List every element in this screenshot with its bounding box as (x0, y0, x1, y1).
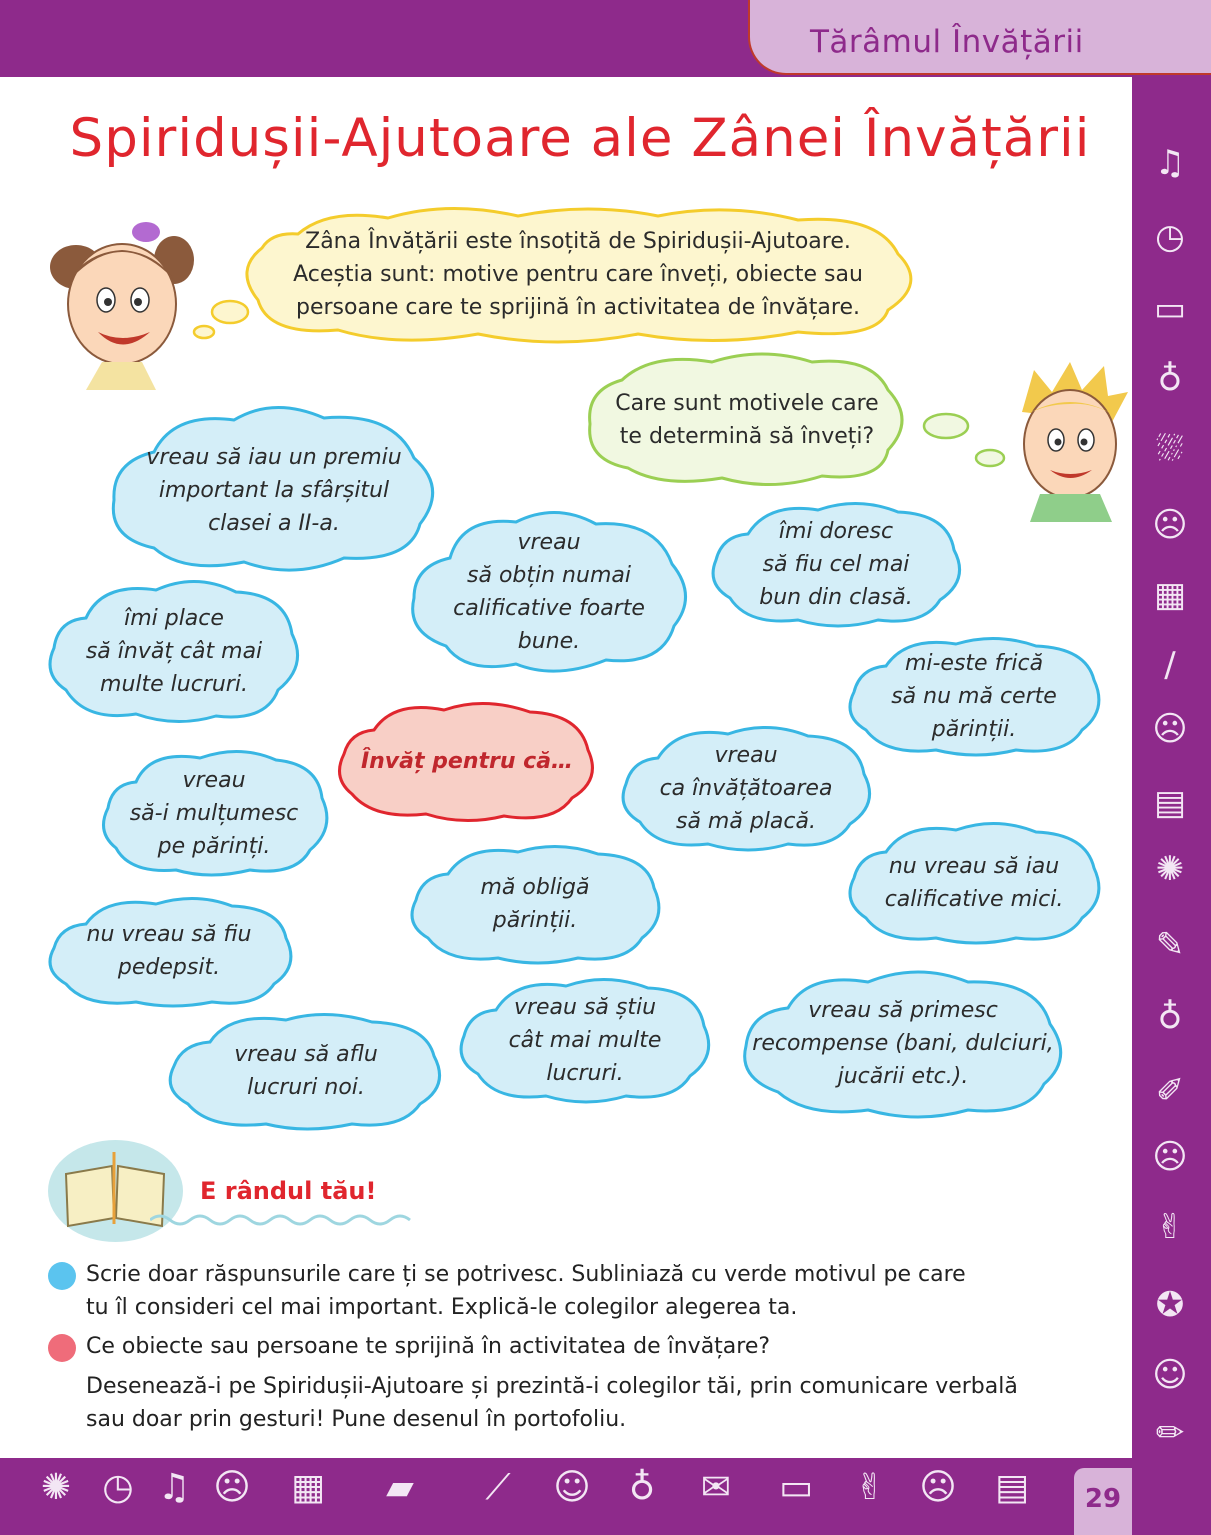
question-thought-bubble (582, 350, 912, 490)
medal-icon: ✪ (1155, 1285, 1185, 1325)
boy-illustration (1012, 362, 1130, 522)
clock-icon: ◷ (102, 1467, 134, 1508)
task-2-bullet (48, 1334, 76, 1362)
motive-cloud-low-marks (846, 820, 1102, 946)
motive-2-line-4: bune. (517, 629, 581, 654)
motive-cloud-thank-parents (100, 748, 328, 878)
motive-8-line-1: mă obligă (480, 875, 590, 900)
motive-3-line-2: să fiu cel mai (762, 551, 910, 577)
motive-2-line-1: vreau (517, 530, 581, 555)
motive-cloud-rewards (738, 968, 1068, 1118)
motive-3-line-1: îmi doresc (778, 518, 894, 544)
page-number: 29 (1084, 1484, 1122, 1514)
girl-illustration (46, 212, 196, 392)
notebook-icon: ▤ (994, 1467, 1029, 1508)
shower-icon: ⛆ (1156, 429, 1184, 469)
task-1-line-2: tu îl consideri cel mai important. Explică-le colegilor alegerea ta. (86, 1295, 798, 1320)
motive-1-line-3: clasei a II-a. (208, 510, 340, 536)
motive-5-line-3: părinții. (931, 716, 1017, 742)
page-title: Spiridușii-Ajutoare ale Zânei Învățării (69, 108, 1091, 169)
motive-13-line-2: lucruri noi. (247, 1075, 365, 1100)
motive-5-line-1: mi-este frică (904, 650, 1044, 676)
motive-9-line-2: calificative mici. (884, 887, 1064, 912)
notebook-icon: ▤ (1153, 783, 1187, 823)
question-line-1: Care sunt motivele care (615, 391, 879, 416)
intro-line-3: persoane care te sprijină în activitatea de învățare. (296, 294, 860, 320)
motive-cloud-new-things (166, 1012, 446, 1130)
motive-cloud-teacher (618, 724, 874, 852)
motive-11-line-1: vreau să știu (513, 994, 657, 1020)
toothbrush-icon: ⟋ (485, 1467, 511, 1508)
motive-11-line-2: cât mai multe (508, 1027, 662, 1053)
task-2-line-2: Desenează-i pe Spiridușii-Ajutoare și prezintă-i colegilor tăi, prin comunicare verbală (86, 1374, 1018, 1399)
apples-icon: ♁ (628, 1467, 656, 1508)
center-bubble-text: Învăț pentru că… (360, 748, 574, 774)
task-2-line-3: sau doar prin gesturi! Pune desenul în portofoliu. (86, 1407, 627, 1432)
motive-8-line-2: părinții. (492, 908, 578, 933)
motive-6-line-3: pe părinți. (157, 833, 271, 859)
motive-7-line-2: ca învățătoarea (659, 775, 833, 801)
motive-5-line-2: să nu mă certe (891, 683, 1057, 709)
task-1-line-1: Scrie doar răspunsurile care ți se potrivesc. Subliniază cu verde motivul pe care (86, 1262, 966, 1287)
pencil-icon: ✎ (1155, 925, 1185, 965)
task-2-line-1: Ce obiecte sau persoane te sprijină în activitatea de învățare? (86, 1334, 771, 1359)
music-note-icon: ♫ (1154, 143, 1186, 183)
motive-cloud-punished (46, 896, 292, 1006)
apple-icon: ♁ (1157, 359, 1183, 399)
ticket-icon: ▭ (778, 1467, 813, 1508)
intro-bubble-tail (190, 296, 260, 346)
side-decoration-strip (1132, 77, 1211, 1460)
motive-4-line-2: să învăț cât mai (85, 638, 263, 664)
sad-face-icon: ☹ (1152, 505, 1188, 545)
question-line-2: te determină să înveți? (619, 424, 875, 449)
palette-icon: ✺ (40, 1467, 72, 1508)
toothbrush-icon: ∕ (1164, 645, 1176, 685)
smiley-icon: ☺ (553, 1467, 591, 1508)
ticket-icon: ▭ (1153, 289, 1187, 329)
crying-face-icon: ☹ (1152, 1137, 1188, 1177)
motive-cloud-obliged (408, 844, 662, 964)
wavy-underline (150, 1212, 412, 1228)
calendar-icon: ▦ (290, 1467, 325, 1508)
motive-1-line-2: important la sfârșitul (158, 477, 390, 503)
sad-face-icon: ☹ (213, 1467, 251, 1508)
victory-hand-icon: ✌ (854, 1467, 886, 1508)
motive-2-line-3: calificative foarte (453, 596, 645, 621)
apples-icon: ♁ (1157, 997, 1183, 1037)
motive-3-line-3: bun din clasă. (759, 584, 913, 610)
motive-4-line-3: multe lucruri. (100, 671, 248, 697)
motive-4-line-1: îmi place (124, 605, 224, 631)
motive-12-line-1: vreau să primesc (808, 997, 998, 1023)
section-title: Tărâmul Învățării (810, 24, 1084, 60)
motive-2-line-2: să obțin numai (467, 563, 631, 588)
motive-12-line-2: recompense (bani, dulciuri, (752, 1030, 1054, 1056)
motive-6-line-2: să-i mulțumesc (129, 800, 299, 826)
your-turn-label: E rândul tău! (200, 1177, 377, 1205)
motive-10-line-2: pedepsit. (117, 955, 221, 980)
victory-hand-icon: ✌ (1155, 1207, 1185, 1247)
motive-cloud-calificative (406, 508, 692, 676)
motive-13-line-1: vreau să aflu (234, 1042, 378, 1067)
envelope-icon: ✉ (700, 1467, 732, 1508)
motive-7-line-3: să mă placă. (676, 808, 816, 834)
motive-10-line-1: nu vreau să fiu (86, 922, 252, 947)
clock-icon: ◷ (1155, 217, 1185, 257)
question-bubble-tail (912, 408, 1012, 478)
motive-9-line-1: nu vreau să iau (888, 854, 1060, 879)
motive-12-line-3: jucării etc.). (837, 1063, 969, 1089)
motive-6-line-1: vreau (182, 767, 246, 793)
center-thought-bubble (334, 700, 600, 822)
motive-cloud-best-in-class (708, 500, 964, 628)
motive-cloud-know-more (456, 976, 714, 1104)
brush-icon: ✏ (1155, 1413, 1185, 1453)
angry-face-icon: ☹ (919, 1467, 957, 1508)
intro-line-1: Zâna Învățării este însoțită de Spiridușii-Ajutoare. (305, 228, 851, 254)
smiley-icon: ☺ (1152, 1355, 1188, 1395)
music-note-icon: ♫ (157, 1467, 191, 1508)
motive-7-line-1: vreau (714, 742, 778, 768)
motive-1-line-1: vreau să iau un premiu (146, 444, 402, 470)
task-1-bullet (48, 1262, 76, 1290)
crayon-icon: ✐ (1155, 1071, 1185, 1111)
book-icon: ▰ (386, 1467, 414, 1508)
intro-line-2: Aceștia sunt: motive pentru care înveți, obiecte sau (293, 261, 863, 287)
intro-thought-bubble (238, 204, 918, 344)
motive-cloud-fear-parents (846, 636, 1102, 756)
motive-11-line-3: lucruri. (546, 1060, 624, 1086)
calendar-icon: ▦ (1153, 575, 1187, 615)
motive-cloud-premium (104, 402, 444, 578)
motive-cloud-learn-many (46, 578, 302, 724)
palette-icon: ✺ (1155, 849, 1185, 889)
angry-face-icon: ☹ (1152, 709, 1188, 749)
